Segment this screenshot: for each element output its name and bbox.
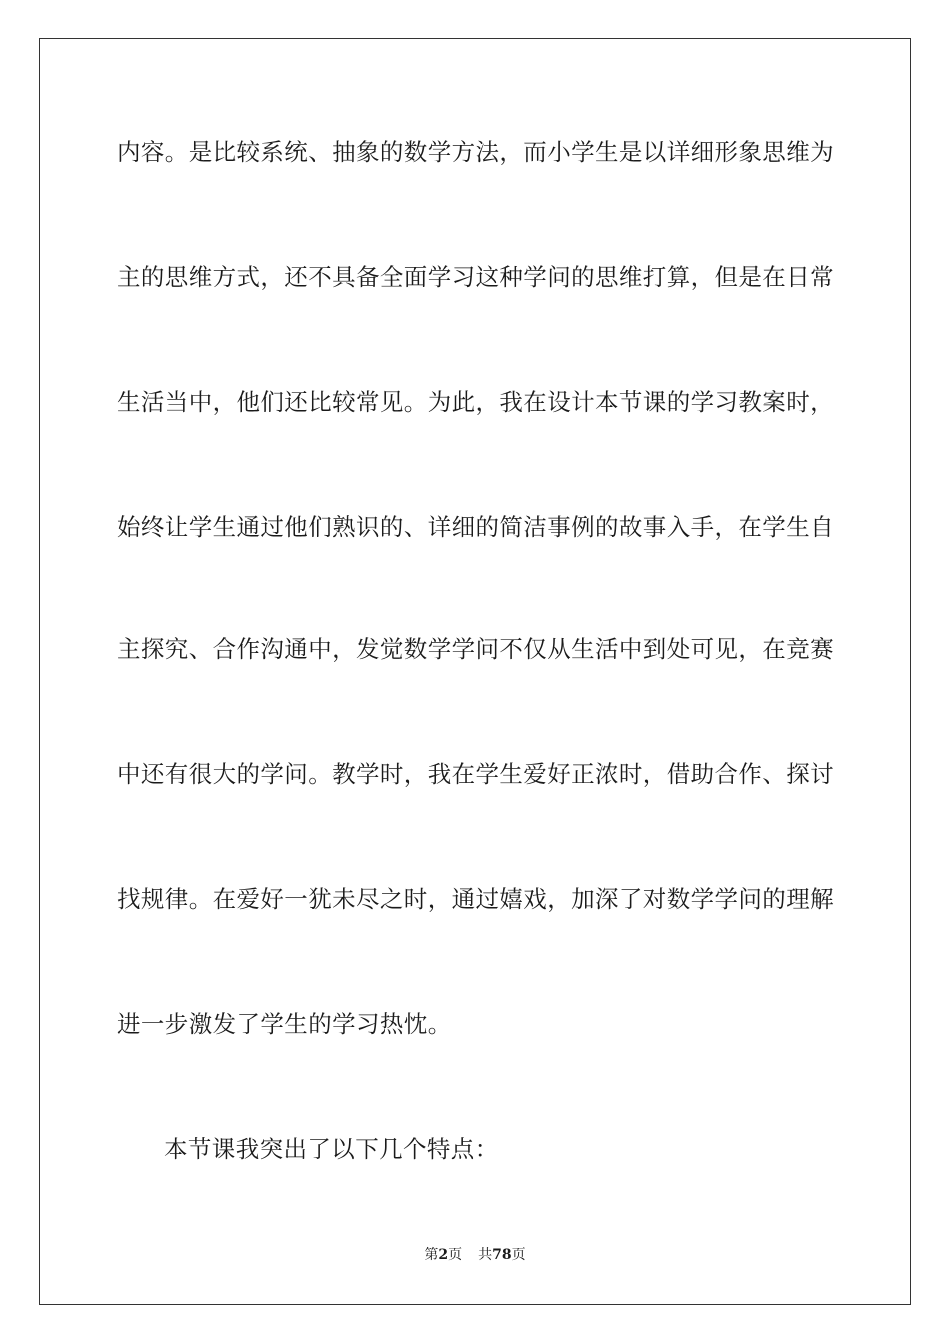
text-line-4: 始终让学生通过他们熟识的、详细的简洁事例的故事入手，在学生自: [117, 513, 834, 541]
page-number: 2: [438, 1247, 449, 1263]
text-line-7: 找规律。在爱好一犹未尽之时，通过嬉戏，加深了对数学学问的理解: [117, 885, 834, 913]
text-line-6: 中还有很大的学问。教学时，我在学生爱好正浓时，借助合作、探讨: [117, 760, 834, 788]
page-footer: [0, 1246, 950, 1264]
text-line-1: 内容。是比较系统、抽象的数学方法，而小学生是以详细形象思维为: [117, 138, 834, 166]
paragraph-intro: 本节课我突出了以下几个特点：: [164, 1135, 499, 1163]
text-line-2: 主的思维方式，还不具备全面学习这种学问的思维打算，但是在日常: [117, 263, 834, 291]
page-border: [39, 38, 911, 1305]
page-suffix: 页: [448, 1247, 463, 1263]
total-prefix: 共: [478, 1247, 493, 1263]
text-line-3: 生活当中，他们还比较常见。为此，我在设计本节课的学习教案时，: [117, 388, 834, 416]
total-pages: 78: [492, 1247, 512, 1263]
text-line-5: 主探究、合作沟通中，发觉数学学问不仅从生活中到处可见，在竞赛: [117, 635, 834, 663]
text-line-8: 进一步激发了学生的学习热忱。: [117, 1010, 452, 1038]
page-prefix: 第: [424, 1247, 439, 1263]
total-suffix: 页: [511, 1247, 526, 1263]
